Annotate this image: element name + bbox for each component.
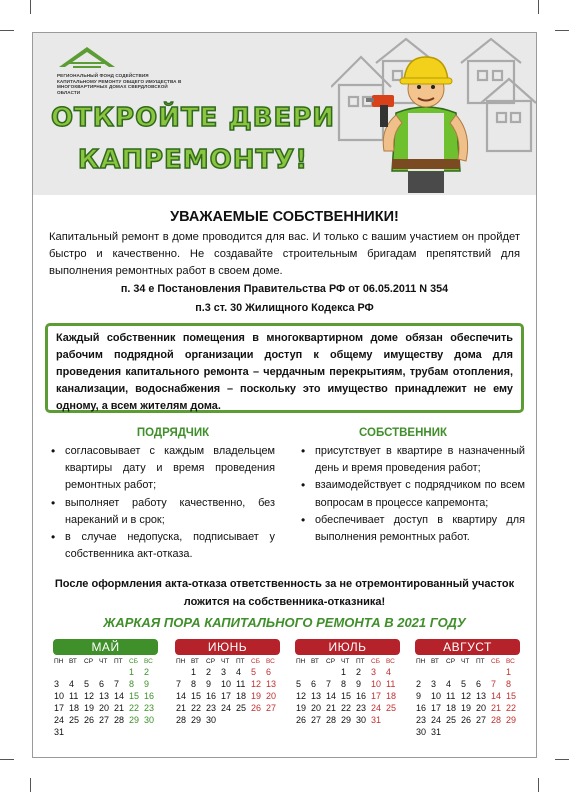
poster — [32, 32, 537, 758]
law-reference-1: п. 34 е Постановления Правительства РФ от 06.05.2011 N 354 — [120, 283, 449, 295]
calendar-day: 9 — [416, 691, 422, 701]
calendar-day: 15 — [129, 691, 140, 701]
calendar-day: 12 — [296, 691, 307, 701]
calendar-day: 11 — [446, 691, 456, 701]
weekday-header — [295, 657, 400, 666]
calendar-day: 5 — [296, 679, 302, 689]
weekday-label: ВС — [506, 658, 515, 665]
weekday-label: ВС — [386, 658, 395, 665]
empty-day — [310, 666, 325, 678]
weekday-header — [53, 657, 158, 666]
calendar-day: 13 — [311, 691, 322, 701]
calendar-day: 7 — [176, 679, 182, 689]
weekday-label: СР — [326, 658, 336, 665]
calendar-day: 28 — [491, 715, 502, 725]
calendar-day: 16 — [416, 703, 427, 713]
calendar-day: 25 — [236, 703, 247, 713]
calendar-day: 24 — [54, 715, 65, 725]
calendar-day: 24 — [221, 703, 232, 713]
weekday-label: ПТ — [236, 658, 245, 665]
weekday-label: ПН — [176, 658, 186, 665]
calendar-day: 18 — [69, 703, 80, 713]
calendar-day: 4 — [446, 679, 452, 689]
calendar-day: 23 — [144, 703, 155, 713]
calendar-day: 25 — [446, 715, 457, 725]
list-item: • взаимодействует с подрядчиком по всем вопросам в процессе капремонта; — [297, 477, 525, 511]
calendar-day: 6 — [311, 679, 317, 689]
calendar-day: 10 — [371, 679, 382, 689]
list-item: • согласовывает с каждым владельцем квартиры дату и время проведения ремонтных работ; — [47, 443, 275, 495]
weekday-label: СБ — [129, 658, 138, 665]
calendar-day: 5 — [251, 667, 257, 677]
calendar-day: 12 — [461, 691, 472, 701]
calendar-day: 9 — [144, 679, 150, 689]
month-name: ИЮЛЬ — [295, 639, 400, 655]
calendar-day: 16 — [144, 691, 155, 701]
weekday-label: ВТ — [191, 658, 199, 665]
weekday-label: СБ — [251, 658, 260, 665]
calendar-day: 21 — [491, 703, 502, 713]
weekday-label: СБ — [371, 658, 380, 665]
calendar-day: 20 — [99, 703, 110, 713]
calendar-day: 13 — [266, 679, 277, 689]
weekday-header — [175, 657, 280, 666]
calendar-day: 17 — [221, 691, 232, 701]
empty-day — [83, 666, 98, 678]
weekday-label: ЧТ — [221, 658, 230, 665]
calendar-day: 7 — [326, 679, 332, 689]
calendar-day: 25 — [386, 703, 397, 713]
month-name: ИЮНЬ — [175, 639, 280, 655]
calendar-day: 21 — [326, 703, 337, 713]
calendar-day: 17 — [431, 703, 442, 713]
list-item: • присутствует в квартире в назначенный день и время проведения работ; — [297, 443, 525, 477]
calendar-day: 26 — [461, 715, 472, 725]
weekday-label: ВС — [144, 658, 153, 665]
empty-day — [175, 666, 190, 678]
calendar-day: 23 — [416, 715, 427, 725]
calendar-day: 10 — [221, 679, 232, 689]
calendar-day: 28 — [326, 715, 337, 725]
calendar-month — [53, 639, 158, 738]
refusal-warning — [33, 575, 536, 611]
calendar-day: 31 — [371, 715, 382, 725]
calendar-day: 29 — [191, 715, 202, 725]
calendar-day: 11 — [386, 679, 396, 689]
calendar-day: 20 — [311, 703, 322, 713]
empty-day — [53, 666, 68, 678]
calendar-day: 8 — [506, 679, 512, 689]
greeting-title: УВАЖАЕМЫЕ СОБСТВЕННИКИ! — [170, 209, 399, 225]
empty-day — [460, 666, 475, 678]
calendar-day: 13 — [99, 691, 110, 701]
calendar-day: 27 — [311, 715, 322, 725]
weekday-label: ЧТ — [341, 658, 350, 665]
calendar-day: 15 — [341, 691, 352, 701]
calendar-day: 19 — [296, 703, 307, 713]
weekday-label: ПТ — [114, 658, 123, 665]
calendar-day: 12 — [84, 691, 95, 701]
calendar-day: 22 — [129, 703, 140, 713]
calendar-day: 16 — [356, 691, 367, 701]
calendar-day: 26 — [251, 703, 262, 713]
calendar-day: 3 — [431, 679, 437, 689]
calendar-day: 23 — [206, 703, 217, 713]
calendar-day: 20 — [266, 691, 277, 701]
calendar-day: 1 — [129, 667, 135, 677]
owner-title: СОБСТВЕННИК — [359, 427, 447, 439]
calendar-day: 28 — [176, 715, 187, 725]
calendar-month — [295, 639, 400, 726]
weekday-label: ВТ — [69, 658, 77, 665]
calendar-day: 13 — [476, 691, 487, 701]
calendar-day: 10 — [431, 691, 442, 701]
calendar-day: 22 — [191, 703, 202, 713]
calendar-day: 4 — [236, 667, 242, 677]
calendar-day: 29 — [341, 715, 352, 725]
calendar-day: 14 — [176, 691, 187, 701]
calendar-day: 2 — [206, 667, 212, 677]
header-banner — [33, 33, 536, 195]
calendar-day: 26 — [296, 715, 307, 725]
calendar-day: 27 — [266, 703, 277, 713]
crop-mark — [538, 0, 539, 14]
calendar-day: 23 — [356, 703, 367, 713]
calendar-day: 27 — [476, 715, 487, 725]
calendar-day: 9 — [206, 679, 212, 689]
calendar-day: 8 — [129, 679, 135, 689]
calendar-day: 22 — [506, 703, 517, 713]
calendar-day: 1 — [506, 667, 512, 677]
crop-mark — [555, 759, 569, 760]
calendar-month — [175, 639, 280, 726]
weekday-label: ЧТ — [99, 658, 108, 665]
days-grid — [175, 666, 280, 726]
weekday-label: ВС — [266, 658, 275, 665]
calendar-day: 4 — [386, 667, 392, 677]
intro-paragraph: Капитальный ремонт в доме проводится для вас. И только с вашим участием он пройдет быстро и качественно. Не создавайте строительным бригадам препятствий для выполнения ремонтных работ в своем доме. — [49, 231, 520, 277]
calendar-day: 12 — [251, 679, 262, 689]
calendar-day: 3 — [221, 667, 227, 677]
headline-line-2: КАПРЕМОНТУ! — [77, 145, 309, 175]
owner-obligation-notice: Каждый собственник помещения в многоквартирном доме обязан обеспечить рабочим подрядной организации доступ к общему имуществу дома для проведения капитального ремонта – чердачным перекрытиям, трубам отопления, канализации, водоснабжения – поскольку это имущество принадлежит не ему одному, а всем жителям дома. — [45, 323, 524, 413]
calendar-day: 26 — [84, 715, 95, 725]
empty-day — [475, 666, 490, 678]
days-grid — [415, 666, 520, 738]
weekday-label: ПН — [296, 658, 306, 665]
calendar-day: 22 — [341, 703, 352, 713]
weekday-label: ПТ — [356, 658, 365, 665]
calendar-day: 11 — [69, 691, 79, 701]
calendar-day: 4 — [69, 679, 75, 689]
weekday-label: СБ — [491, 658, 500, 665]
calendar-day: 14 — [114, 691, 125, 701]
calendar-day: 20 — [476, 703, 487, 713]
owner-duties-list — [297, 443, 525, 546]
calendar-month — [415, 639, 520, 738]
fund-logo — [57, 45, 187, 95]
calendar-day: 24 — [431, 715, 442, 725]
calendar-day: 8 — [341, 679, 347, 689]
contractor-duties-list — [47, 443, 275, 563]
crop-mark — [30, 0, 31, 14]
calendar-day: 19 — [251, 691, 262, 701]
house-roof-logo-icon — [57, 45, 117, 71]
weekday-label: СР — [84, 658, 94, 665]
month-name: АВГУСТ — [415, 639, 520, 655]
calendar-day: 7 — [114, 679, 120, 689]
list-item: • обеспечивает доступ в квартиру для выполнения ремонтных работ. — [297, 512, 525, 546]
calendar-day: 21 — [176, 703, 187, 713]
calendar-day: 29 — [506, 715, 517, 725]
calendar-day: 30 — [416, 727, 427, 737]
headline-line-1: ОТКРОЙТЕ ДВЕРИ — [50, 103, 336, 133]
month-name: МАЙ — [53, 639, 158, 655]
calendar-day: 3 — [371, 667, 377, 677]
calendar-day: 29 — [129, 715, 140, 725]
weekday-label: ВТ — [311, 658, 319, 665]
empty-day — [113, 666, 128, 678]
fund-name: РЕГИОНАЛЬНЫЙ ФОНД СОДЕЙСТВИЯ КАПИТАЛЬНОМУ РЕМОНТУ ОБЩЕГО ИМУЩЕСТВА В МНОГОКВАРТИРНЫХ ДОМАХ СВЕРДЛОВСКОЙ ОБЛАСТИ — [57, 73, 182, 95]
refusal-warning-line-1: После оформления акта-отказа ответственность за не отремонтированный участок — [54, 578, 515, 590]
empty-day — [415, 666, 430, 678]
crop-mark — [538, 778, 539, 792]
weekday-label: ВТ — [431, 658, 439, 665]
refusal-warning-line-2: ложится на собственника-отказника! — [183, 596, 386, 608]
calendar-day: 11 — [236, 679, 246, 689]
list-item: • в случае недопуска, подписывает у собственника акт-отказа. — [47, 529, 275, 563]
calendar-day: 16 — [206, 691, 217, 701]
days-grid — [53, 666, 158, 738]
calendar-day: 30 — [356, 715, 367, 725]
calendar-day: 6 — [476, 679, 482, 689]
calendar-day: 2 — [416, 679, 422, 689]
calendar-day: 31 — [431, 727, 442, 737]
empty-day — [490, 666, 505, 678]
calendar-day: 25 — [69, 715, 80, 725]
calendar-day: 8 — [191, 679, 197, 689]
calendar-day: 6 — [99, 679, 105, 689]
calendar-day: 3 — [54, 679, 60, 689]
calendar-day: 1 — [191, 667, 197, 677]
list-item: • выполняет работу качественно, без нареканий и в срок; — [47, 495, 275, 529]
calendar-day: 19 — [461, 703, 472, 713]
calendar-day: 7 — [491, 679, 497, 689]
weekday-label: ПТ — [476, 658, 485, 665]
calendar-day: 5 — [461, 679, 467, 689]
calendar-day: 15 — [506, 691, 517, 701]
calendar-day: 27 — [99, 715, 110, 725]
empty-day — [98, 666, 113, 678]
contractor-title: ПОДРЯДЧИК — [136, 427, 210, 439]
empty-day — [445, 666, 460, 678]
calendar-day: 18 — [386, 691, 397, 701]
empty-day — [325, 666, 340, 678]
calendar-day: 30 — [144, 715, 155, 725]
calendar-day: 5 — [84, 679, 90, 689]
calendar-title: ЖАРКАЯ ПОРА КАПИТАЛЬНОГО РЕМОНТА В 2021 ГОДУ — [103, 615, 466, 630]
empty-day — [430, 666, 445, 678]
crop-mark — [30, 778, 31, 792]
builder-character-icon — [366, 43, 486, 193]
law-reference-2: п.3 ст. 30 Жилищного Кодекса РФ — [195, 302, 374, 314]
calendar-day: 24 — [371, 703, 382, 713]
weekday-label: СР — [446, 658, 456, 665]
crop-mark — [555, 30, 569, 31]
weekday-label: СР — [206, 658, 216, 665]
calendar-day: 28 — [114, 715, 125, 725]
days-grid — [295, 666, 400, 726]
calendar-day: 14 — [326, 691, 337, 701]
calendar-day: 1 — [341, 667, 347, 677]
crop-mark — [0, 30, 14, 31]
empty-day — [295, 666, 310, 678]
calendar-day: 30 — [206, 715, 217, 725]
weekday-label: ЧТ — [461, 658, 470, 665]
calendar-day: 17 — [54, 703, 65, 713]
calendar-day: 10 — [54, 691, 65, 701]
calendar-day: 19 — [84, 703, 95, 713]
calendar-day: 14 — [491, 691, 502, 701]
calendar-day: 18 — [236, 691, 247, 701]
calendar-day: 15 — [191, 691, 202, 701]
weekday-label: ПН — [416, 658, 426, 665]
calendar-day: 18 — [446, 703, 457, 713]
empty-day — [68, 666, 83, 678]
weekday-header — [415, 657, 520, 666]
calendar-day: 31 — [54, 727, 65, 737]
calendar-day: 6 — [266, 667, 272, 677]
calendar-day: 9 — [356, 679, 362, 689]
weekday-label: ПН — [54, 658, 64, 665]
calendar-day: 2 — [356, 667, 362, 677]
calendar-day: 2 — [144, 667, 150, 677]
crop-mark — [0, 759, 14, 760]
calendar-day: 21 — [114, 703, 125, 713]
calendar-day: 17 — [371, 691, 382, 701]
